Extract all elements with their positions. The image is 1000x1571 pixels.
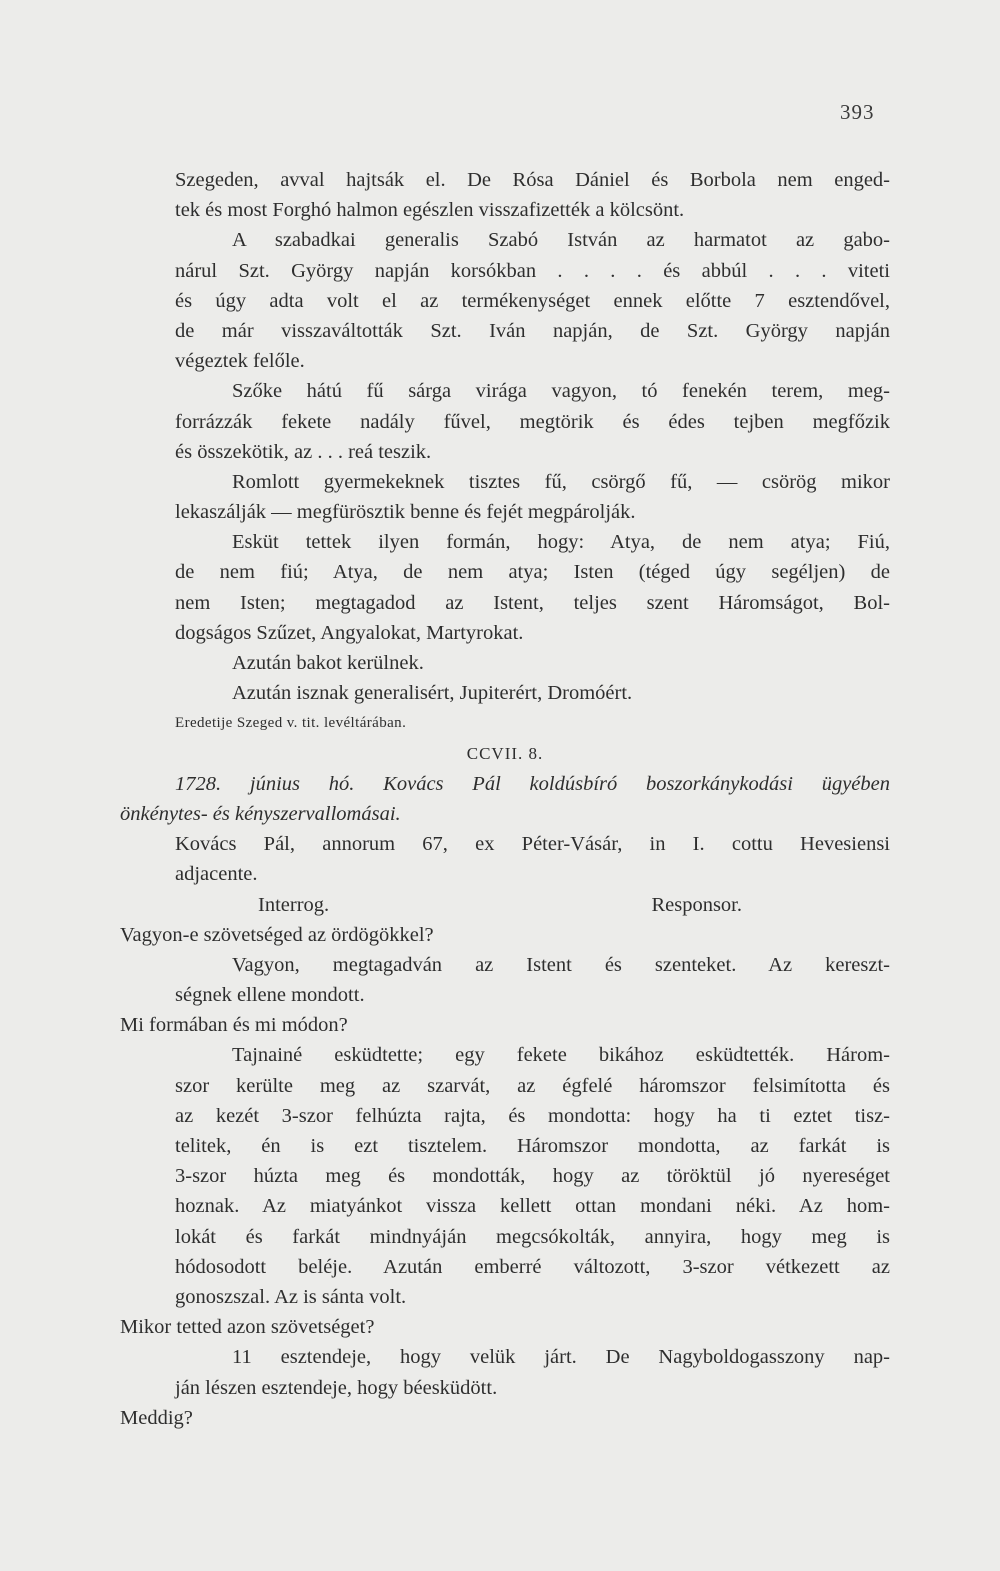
responsor-heading: Responsor. — [651, 893, 742, 916]
qa-line-17: Meddig? — [120, 1406, 193, 1429]
intro-line-2: adjacente. — [175, 863, 258, 886]
qa-line-7: az kezét 3-szor felhúzta rajta, és mondotta: hogy ha ti eztet tisz- — [175, 1104, 890, 1127]
text-line-7: végeztek felőle. — [175, 350, 305, 373]
text-line-8: Szőke hátú fű sárga virága vagyon, tó fenekén terem, meg- — [232, 380, 890, 403]
text-line-17: Azután bakot kerülnek. — [232, 652, 424, 674]
text-line-12: lekaszálják — megfürösztik benne és fejét megpárolják. — [175, 501, 636, 524]
source-note: Eredetije Szeged v. tit. levéltárában. — [175, 715, 407, 732]
qa-line-16: ján lészen esztendeje, hogy béesküdött. — [175, 1376, 498, 1399]
text-line-13: Esküt tettek ilyen formán, hogy: Atya, de nem atya; Fiú, — [232, 531, 890, 554]
qa-line-2: Vagyon, megtagadván az Istent és szenteket. Az kereszt- — [232, 953, 890, 976]
qa-line-1: Vagyon-e szövetséged az ördögökkel? — [120, 923, 434, 946]
text-line-4: nárul Szt. György napján korsókban . . . . és abbúl . . . viteti — [175, 259, 890, 282]
qa-line-6: szor kerülte meg az szarvát, az égfelé háromszor felsimította és — [175, 1074, 890, 1097]
qa-line-9: 3-szor húzta meg és mondották, hogy az töröktül jó nyereséget — [175, 1165, 890, 1188]
qa-line-14: Mikor tetted azon szövetséget? — [120, 1316, 375, 1339]
text-line-11: Romlott gyermekeknek tisztes fű, csörgő fű, — csörög mikor — [232, 470, 890, 493]
body-text — [120, 165, 890, 1433]
document-title-line-2: önkénytes- és kényszervallomásai. — [120, 802, 401, 825]
qa-line-10: hoznak. Az miatyánkot vissza kellett ottan mondani néki. Az hom- — [175, 1195, 890, 1218]
qa-line-5: Tajnainé esküdtette; egy fekete bikához esküdtették. Három- — [232, 1044, 890, 1067]
qa-line-3: ségnek ellene mondott. — [175, 984, 365, 1007]
text-line-15: nem Isten; megtagadod az Istent, teljes szent Háromságot, Bol- — [175, 591, 890, 614]
text-line-3: A szabadkai generalis Szabó István az harmatot az gabo- — [232, 229, 890, 252]
page-number: 393 — [840, 100, 875, 124]
text-line-5: és úgy adta volt el az termékenységet ennek előtte 7 esztendővel, — [175, 289, 890, 312]
interrogation-lines — [120, 920, 890, 1433]
qa-line-8: telitek, én is ezt tisztelem. Háromszor mondotta, az farkát is — [175, 1135, 890, 1157]
intro-line-1: Kovács Pál, annorum 67, ex Péter-Vásár, in I. cottu Hevesiensi — [175, 833, 890, 856]
qa-line-13: gonoszszal. Az is sánta volt. — [175, 1285, 407, 1308]
document-title-line-1: 1728. június hó. Kovács Pál koldúsbíró boszorkánykodási ügyében — [175, 772, 890, 795]
qa-line-15: 11 esztendeje, hogy velük járt. De Nagyboldogasszony nap- — [232, 1346, 890, 1369]
text-line-1: Szegeden, avval hajtsák el. De Rósa Dániel és Borbola nem enged- — [175, 169, 890, 191]
interrog-heading: Interrog. — [258, 893, 330, 916]
document-number: CCVII. 8. — [466, 743, 544, 763]
qa-line-4: Mi formában és mi módon? — [120, 1014, 348, 1037]
column-headings — [120, 890, 890, 920]
text-line-6: de már visszaváltották Szt. Iván napján, de Szt. György napján — [175, 319, 890, 342]
qa-line-12: hódosodott beléje. Azután emberré változott, 3-szor vétkezett az — [175, 1255, 890, 1278]
text-line-9: forrázzák fekete nadály fűvel, megtörik és édes tejben megfőzik — [175, 410, 890, 433]
text-line-14: de nem fiú; Atya, de nem atya; Isten (téged úgy segéljen) de — [175, 561, 890, 584]
text-line-10: és összekötik, az . . . reá teszik. — [175, 440, 432, 463]
text-line-18: Azután isznak generalisért, Jupiterért, Dromóért. — [232, 682, 633, 705]
text-line-16: dogságos Szűzet, Angyalokat, Martyrokat. — [175, 621, 524, 644]
qa-line-11: lokát és farkát mindnyáján megcsókolták, annyira, hogy meg is — [175, 1225, 890, 1248]
text-line-2: tek és most Forghó halmon egészlen visszafizették a kölcsönt. — [175, 199, 685, 222]
upper-paragraphs — [120, 165, 890, 708]
